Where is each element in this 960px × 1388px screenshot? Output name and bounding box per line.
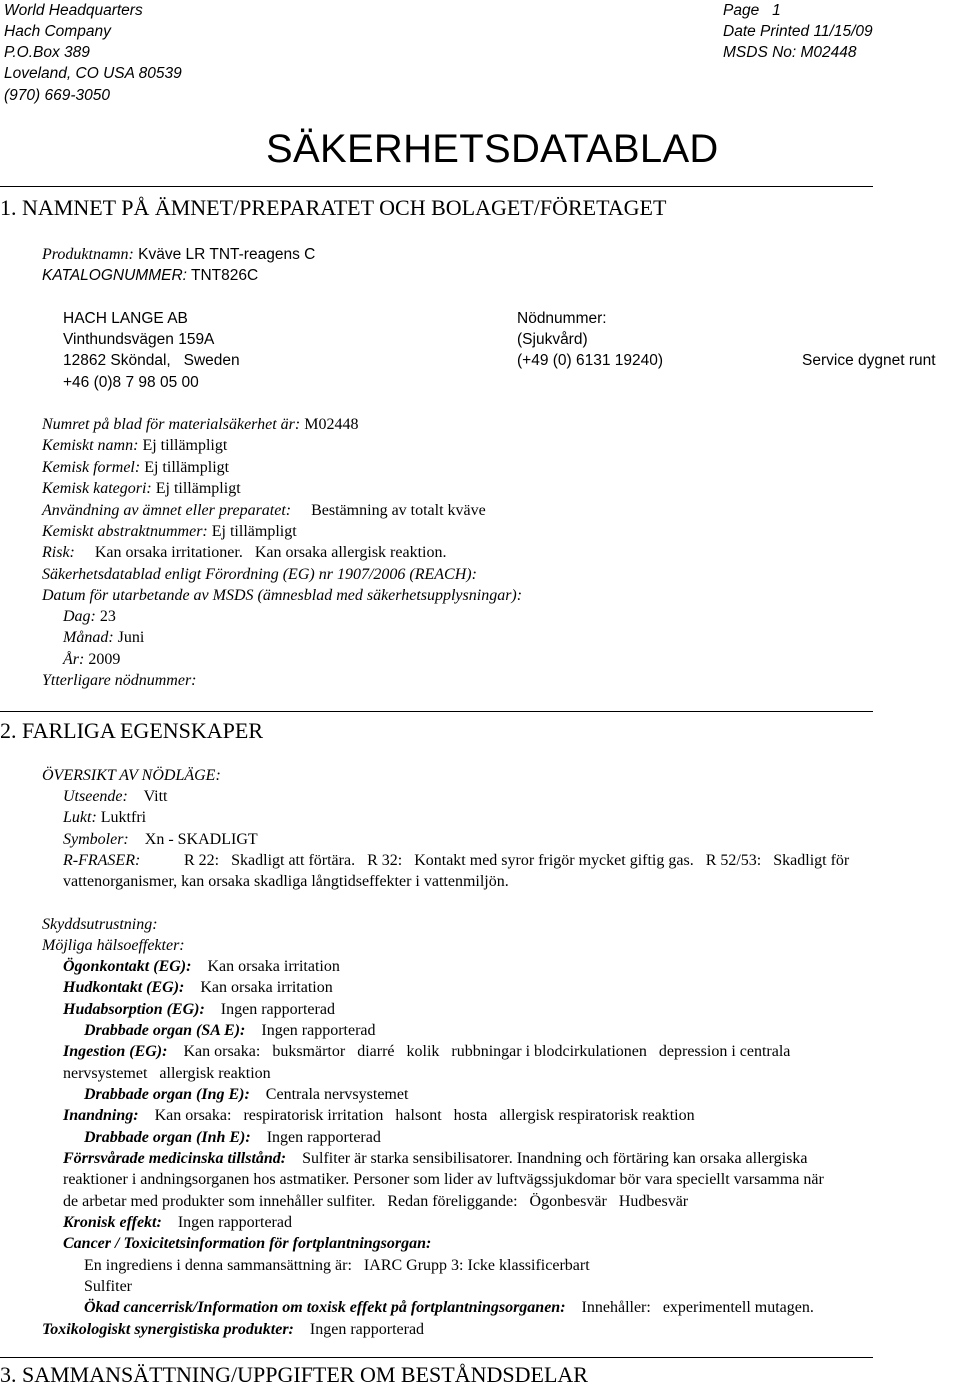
rphrases-row — [63, 850, 849, 871]
reach-statement: Säkerhetsdatablad enligt Förordning (EG) nr 1907/2006 (REACH): — [42, 566, 477, 583]
symbols-value: Xn - SKADLIGT — [128, 831, 258, 848]
catalog-value: TNT826C — [186, 267, 259, 284]
target-organs-se-label: Drabbade organ (SA E): — [84, 1022, 246, 1039]
date-printed: Date Printed 11/15/09 — [723, 23, 873, 40]
synergistic-products-value: Ingen rapporterad — [293, 1321, 425, 1338]
day-value: 23 — [95, 608, 116, 625]
field-label: Kemiskt abstraktnummer: — [42, 523, 208, 540]
skin-contact-label: Hudkontakt (EG): — [63, 979, 185, 996]
field-label: Kemisk kategori: — [42, 480, 152, 497]
field-value: Ej tillämpligt — [207, 523, 297, 540]
synergistic-products-row — [42, 1319, 424, 1340]
target-organs-inh-row — [84, 1127, 381, 1148]
synergistic-products-label: Toxikologiskt synergistiska produkter: — [42, 1321, 294, 1338]
appearance-label: Utseende: — [63, 788, 128, 805]
field-value: Ej tillämpligt — [140, 459, 230, 476]
cancer-substance: Sulfiter — [84, 1278, 132, 1295]
target-organs-se-row — [84, 1020, 376, 1041]
symbols-row — [63, 829, 258, 850]
pobox-line: P.O.Box 389 — [4, 44, 90, 61]
emergency-type: (Sjukvård) — [517, 331, 588, 348]
target-organs-se-value: Ingen rapporterad — [245, 1022, 376, 1039]
catalog-label: KATALOGNUMMER: — [42, 267, 187, 284]
odor-row — [63, 807, 146, 828]
company-phone: +46 (0)8 7 98 05 00 — [63, 374, 199, 391]
aggravated-conditions-label: Förrsvårade medicinska tillstånd: — [63, 1150, 287, 1167]
increased-cancer-risk-label: Ökad cancerrisk/Information om toxisk effekt på fortplantningsorganen: — [84, 1299, 566, 1316]
year-value: 2009 — [84, 651, 121, 668]
ingestion-value: Kan orsaka: buksmärtor diarré kolik rubbningar i blodcirkulationen depression i centrala — [167, 1043, 791, 1060]
section2-heading: 2. FARLIGA EGENSKAPER — [0, 718, 264, 743]
appearance-value: Vitt — [127, 788, 168, 805]
divider — [0, 186, 873, 187]
day-label: Dag: — [63, 608, 96, 625]
chronic-effect-value: Ingen rapporterad — [161, 1214, 292, 1231]
field-row — [42, 542, 446, 563]
symbols-label: Symboler: — [63, 831, 129, 848]
skin-contact-row — [63, 977, 333, 998]
hq-line: World Headquarters — [4, 2, 143, 19]
field-row — [42, 521, 297, 542]
year-row — [63, 649, 120, 670]
field-value: Bestämning av totalt kväve — [291, 502, 486, 519]
increased-cancer-risk-value: Innehåller: experimentell mutagen. — [565, 1299, 814, 1316]
skin-absorption-label: Hudabsorption (EG): — [63, 1001, 205, 1018]
inhalation-label: Inandning: — [63, 1107, 139, 1124]
divider — [0, 1357, 873, 1358]
msds-number: MSDS No: M02448 — [723, 44, 857, 61]
eye-contact-label: Ögonkontakt (EG): — [63, 958, 192, 975]
aggravated-continuation: de arbetar med produkter som innehåller sulfiter. Redan föreliggande: Ögonbesvär Hudbesvär — [63, 1193, 689, 1210]
section1-heading: 1. NAMNET PÅ ÄMNET/PREPARATET OCH BOLAGET/FÖRETAGET — [0, 195, 667, 220]
product-value: Kväve LR TNT-reagens C — [133, 246, 316, 263]
product-name-row — [42, 244, 315, 265]
field-row — [42, 500, 486, 521]
field-row — [42, 478, 241, 499]
service-hours: Service dygnet runt — [802, 352, 936, 369]
odor-label: Lukt: — [63, 809, 97, 826]
field-row — [42, 414, 358, 435]
month-row — [63, 627, 144, 648]
cancer-heading: Cancer / Toxicitetsinformation för fortplantningsorgan: — [63, 1235, 432, 1252]
field-label: Kemisk formel: — [42, 459, 141, 476]
chronic-effect-row — [63, 1212, 292, 1233]
chronic-effect-label: Kronisk effekt: — [63, 1214, 162, 1231]
field-label: Numret på blad för materialsäkerhet är: — [42, 416, 301, 433]
target-organs-inh-value: Ingen rapporterad — [250, 1129, 381, 1146]
company-name: HACH LANGE AB — [63, 310, 188, 327]
day-row — [63, 606, 116, 627]
product-label: Produktnamn: — [42, 246, 134, 263]
catalog-row — [42, 265, 258, 286]
page-number: Page 1 — [723, 2, 781, 19]
document-title: SÄKERHETSDATABLAD — [266, 127, 719, 171]
field-row — [42, 457, 229, 478]
field-row — [42, 435, 227, 456]
divider — [0, 711, 873, 712]
target-organs-ing-row — [84, 1084, 408, 1105]
company-line: Hach Company — [4, 23, 111, 40]
inhalation-row — [63, 1105, 695, 1126]
odor-value: Luktfri — [96, 809, 147, 826]
field-label: Risk: — [42, 544, 75, 561]
skin-absorption-row — [63, 999, 335, 1020]
year-label: År: — [63, 651, 85, 668]
field-value: Ej tillämpligt — [151, 480, 241, 497]
increased-cancer-risk-row — [84, 1297, 814, 1318]
section3-heading: 3. SAMMANSÄTTNING/UPPGIFTER OM BESTÅNDSDELAR — [0, 1362, 588, 1387]
rphrases-value: R 22: Skadligt att förtära. R 32: Kontakt med syror frigör mycket giftig gas. R 52/53: Skadligt för — [184, 852, 850, 869]
protection-heading: Skyddsutrustning: — [42, 916, 158, 933]
additional-emergency: Ytterligare nödnummer: — [42, 672, 197, 689]
emergency-number: (+49 (0) 6131 19240) — [517, 352, 664, 369]
street: Vinthundsvägen 159A — [63, 331, 215, 348]
target-organs-ing-label: Drabbade organ (Ing E): — [84, 1086, 250, 1103]
skin-contact-value: Kan orsaka irritation — [184, 979, 333, 996]
field-value: Ej tillämpligt — [138, 437, 228, 454]
field-value: Kan orsaka irritationer. Kan orsaka allergisk reaktion. — [74, 544, 447, 561]
city-line: Loveland, CO USA 80539 — [4, 65, 182, 82]
health-effects-heading: Möjliga hälsoeffekter: — [42, 937, 185, 954]
aggravated-conditions-value: Sulfiter är starka sensibilisatorer. Inandning och förtäring kan orsaka allergiska — [286, 1150, 808, 1167]
inhalation-value: Kan orsaka: respiratorisk irritation halsont hosta allergisk respiratorisk reaktion — [138, 1107, 695, 1124]
emergency-label: Nödnummer: — [517, 310, 607, 327]
field-value: M02448 — [300, 416, 359, 433]
rphrases-continuation: vattenorganismer, kan orsaka skadliga långtidseffekter i vattenmiljön. — [63, 873, 509, 890]
target-organs-ing-value: Centrala nervsystemet — [249, 1086, 409, 1103]
field-label: Användning av ämnet eller preparatet: — [42, 502, 292, 519]
phone-line: (970) 669-3050 — [4, 87, 110, 104]
month-value: Juni — [113, 629, 145, 646]
aggravated-continuation: reaktioner i andningsorganen hos astmatiker. Personer som lider av luftvägssjukdomar bör vara speciellt varsamma när — [63, 1171, 824, 1188]
cancer-ingredient: En ingrediens i denna sammansättning är: IARC Grupp 3: Icke klassificerbart — [84, 1257, 590, 1274]
postal-city: 12862 Sköndal, Sweden — [63, 352, 240, 369]
preparation-date-heading: Datum för utarbetande av MSDS (ämnesblad med säkerhetsupplysningar): — [42, 587, 523, 604]
aggravated-conditions-row — [63, 1148, 807, 1169]
rphrases-label: R-FRASER: — [63, 852, 141, 869]
eye-contact-value: Kan orsaka irritation — [191, 958, 340, 975]
ingestion-row — [63, 1041, 790, 1062]
month-label: Månad: — [63, 629, 114, 646]
emergency-overview: ÖVERSIKT AV NÖDLÄGE: — [42, 767, 221, 784]
ingestion-continuation: nervsystemet allergisk reaktion — [63, 1065, 271, 1082]
field-label: Kemiskt namn: — [42, 437, 139, 454]
appearance-row — [63, 786, 168, 807]
eye-contact-row — [63, 956, 340, 977]
target-organs-inh-label: Drabbade organ (Inh E): — [84, 1129, 251, 1146]
skin-absorption-value: Ingen rapporterad — [204, 1001, 335, 1018]
ingestion-label: Ingestion (EG): — [63, 1043, 168, 1060]
